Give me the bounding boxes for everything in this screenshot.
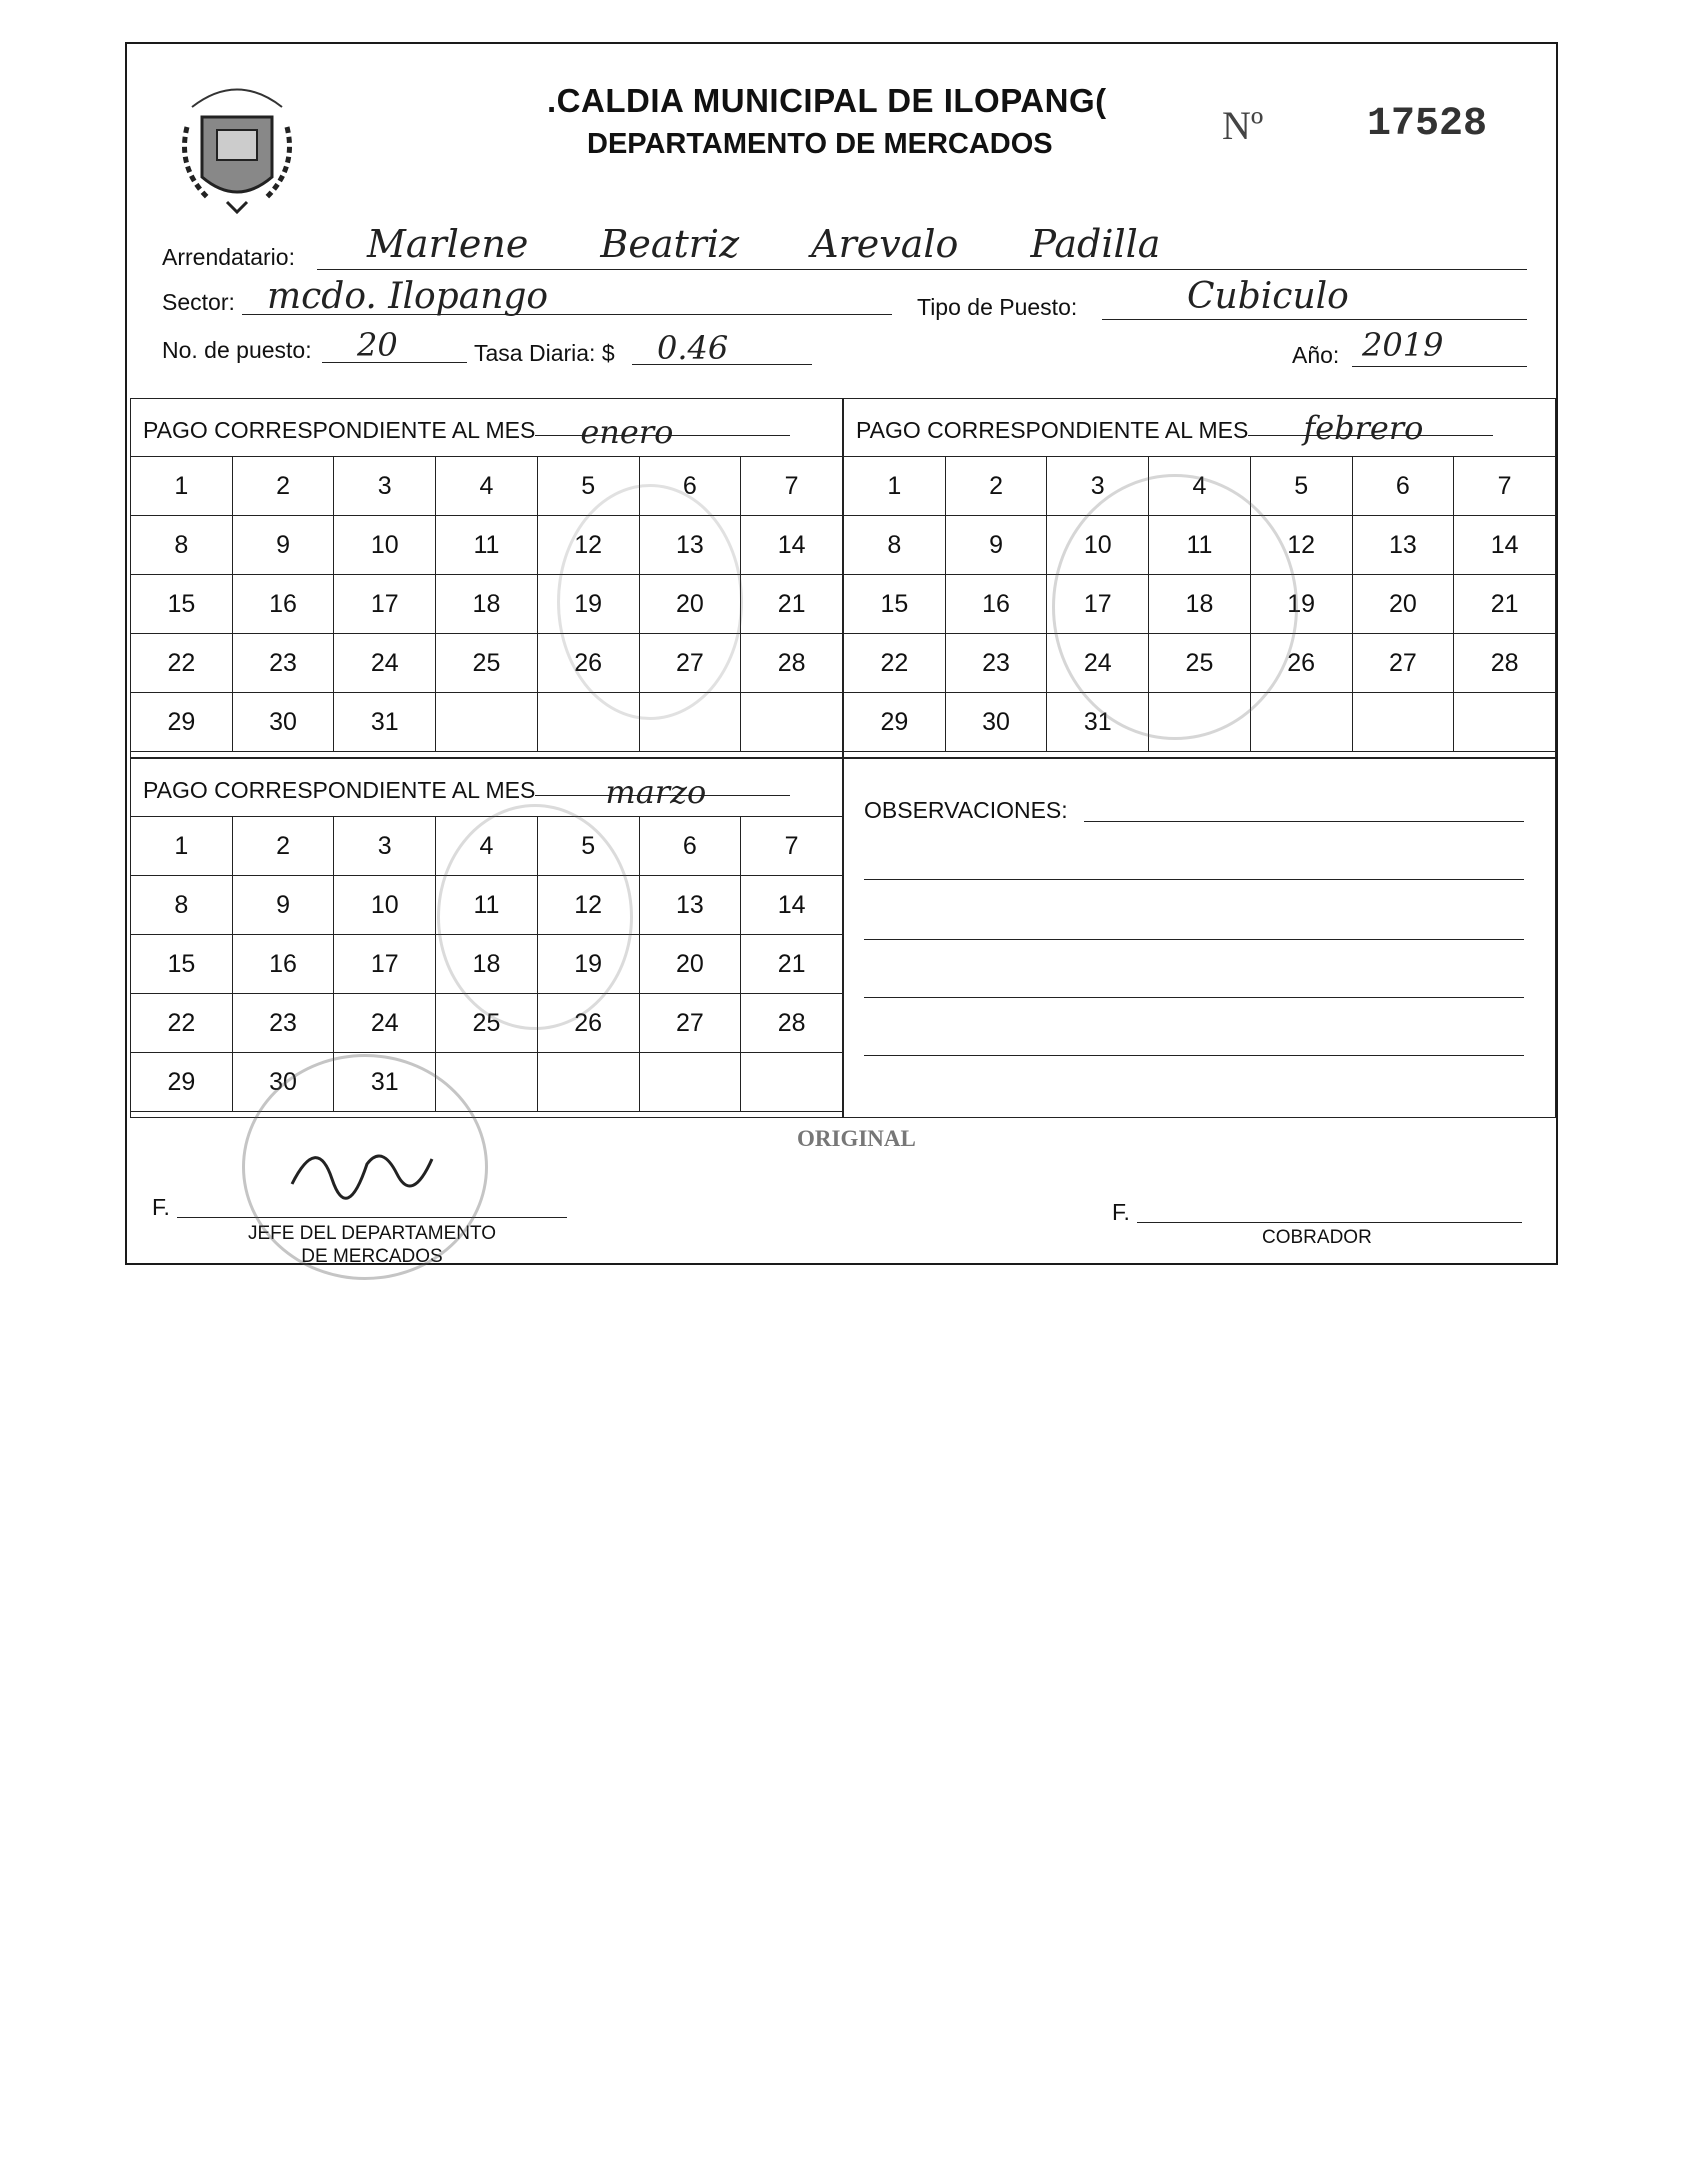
day-cell: 1 <box>131 817 233 876</box>
day-cell: 11 <box>436 516 538 575</box>
day-cell <box>537 1053 639 1112</box>
municipality-title: .CALDIA MUNICIPAL DE ILOPANG( <box>547 82 1107 119</box>
day-cell <box>1454 693 1556 752</box>
day-cell: 29 <box>844 693 946 752</box>
signature-right-line <box>1137 1222 1522 1223</box>
day-cell: 22 <box>844 634 946 693</box>
day-cell: 23 <box>945 634 1047 693</box>
day-cell: 13 <box>1352 516 1454 575</box>
day-cell: 26 <box>1250 634 1352 693</box>
observaciones-line <box>864 1055 1524 1056</box>
anio-line <box>1352 366 1527 367</box>
day-cell: 27 <box>639 634 741 693</box>
signature-right-f: F. <box>1112 1199 1130 1225</box>
day-cell: 27 <box>639 994 741 1053</box>
day-cell: 4 <box>436 817 538 876</box>
observaciones-line <box>864 939 1524 940</box>
day-cell: 3 <box>1047 457 1149 516</box>
day-cell: 21 <box>741 575 843 634</box>
day-cell: 14 <box>741 516 843 575</box>
day-cell: 31 <box>334 1053 436 1112</box>
day-cell: 18 <box>1149 575 1251 634</box>
day-cell: 9 <box>945 516 1047 575</box>
puesto-value: 20 <box>357 326 398 364</box>
day-cell: 8 <box>131 876 233 935</box>
day-cell: 24 <box>334 634 436 693</box>
day-cell: 30 <box>232 1053 334 1112</box>
day-cell: 26 <box>537 634 639 693</box>
day-cell: 8 <box>131 516 233 575</box>
month-panel-header <box>856 409 1493 447</box>
day-cell: 17 <box>1047 575 1149 634</box>
day-cell: 20 <box>1352 575 1454 634</box>
day-cell <box>741 693 843 752</box>
day-cell <box>639 1053 741 1112</box>
tasa-label: Tasa Diaria: $ <box>474 340 615 366</box>
anio-value: 2019 <box>1362 326 1444 364</box>
jefe-line1: JEFE DEL DEPARTAMENTO <box>247 1223 497 1244</box>
day-cell: 19 <box>537 935 639 994</box>
day-cell: 5 <box>537 817 639 876</box>
observaciones-line <box>864 997 1524 998</box>
arrendatario-value: Marlene Beatriz Arevalo Padilla <box>367 222 1161 266</box>
day-cell: 10 <box>334 876 436 935</box>
sector-value: mcdo. Ilopango <box>267 276 549 317</box>
day-cell: 2 <box>232 817 334 876</box>
day-cell <box>1352 693 1454 752</box>
day-cell: 21 <box>1454 575 1556 634</box>
month-header-label: PAGO CORRESPONDIENTE AL MES <box>143 417 536 443</box>
day-cell: 15 <box>131 935 233 994</box>
day-cell: 25 <box>436 994 538 1053</box>
arrendatario-label: Arrendatario: <box>162 244 295 270</box>
day-cell: 13 <box>639 516 741 575</box>
faded-seal-stamp <box>1052 474 1298 740</box>
day-cell: 5 <box>1250 457 1352 516</box>
department-title: DEPARTAMENTO DE MERCADOS <box>587 128 1053 160</box>
day-cell: 18 <box>436 575 538 634</box>
day-cell: 1 <box>131 457 233 516</box>
days-row <box>131 693 843 752</box>
day-cell: 9 <box>232 516 334 575</box>
day-cell: 16 <box>232 575 334 634</box>
day-cell: 12 <box>1250 516 1352 575</box>
receipt-number-label: Nº <box>1222 103 1264 148</box>
puesto-label: No. de puesto: <box>162 337 312 363</box>
day-cell: 23 <box>232 634 334 693</box>
day-cell: 7 <box>741 457 843 516</box>
day-cell: 11 <box>436 876 538 935</box>
day-cell: 13 <box>639 876 741 935</box>
day-cell: 15 <box>131 575 233 634</box>
day-cell: 4 <box>436 457 538 516</box>
day-cell: 28 <box>1454 634 1556 693</box>
day-cell: 5 <box>537 457 639 516</box>
tipo-puesto-line <box>1102 319 1527 320</box>
day-cell: 25 <box>1149 634 1251 693</box>
tipo-puesto-value: Cubiculo <box>1187 276 1349 317</box>
day-cell: 2 <box>945 457 1047 516</box>
day-cell: 22 <box>131 634 233 693</box>
signature-left-f: F. <box>152 1194 170 1220</box>
day-cell: 17 <box>334 935 436 994</box>
month-name: febrero <box>1303 409 1424 447</box>
observaciones-label: OBSERVACIONES: <box>864 797 1068 823</box>
day-cell: 26 <box>537 994 639 1053</box>
days-row <box>131 457 843 516</box>
day-cell: 12 <box>537 516 639 575</box>
observaciones-panel <box>843 758 1556 1118</box>
day-cell: 29 <box>131 1053 233 1112</box>
jefe-line2: DE MERCADOS <box>301 1246 443 1267</box>
day-cell: 10 <box>334 516 436 575</box>
days-row <box>131 1053 843 1112</box>
day-cell: 24 <box>1047 634 1149 693</box>
month-panel-header <box>143 413 790 451</box>
day-cell: 3 <box>334 817 436 876</box>
day-cell: 21 <box>741 935 843 994</box>
day-cell: 22 <box>131 994 233 1053</box>
cobrador-caption: COBRADOR <box>1262 1227 1372 1248</box>
observaciones-line <box>1084 821 1524 822</box>
day-cell: 3 <box>334 457 436 516</box>
day-cell: 19 <box>537 575 639 634</box>
day-cell: 31 <box>1047 693 1149 752</box>
day-cell: 28 <box>741 994 843 1053</box>
day-cell: 9 <box>232 876 334 935</box>
tasa-value: 0.46 <box>657 329 729 367</box>
month-name: enero <box>580 413 674 451</box>
day-cell: 7 <box>741 817 843 876</box>
day-cell: 31 <box>334 693 436 752</box>
day-cell: 12 <box>537 876 639 935</box>
day-cell: 6 <box>639 457 741 516</box>
day-cell: 14 <box>741 876 843 935</box>
month-header-label: PAGO CORRESPONDIENTE AL MES <box>143 777 536 803</box>
day-cell <box>741 1053 843 1112</box>
original-label: ORIGINAL <box>797 1126 916 1151</box>
day-cell: 18 <box>436 935 538 994</box>
day-cell: 2 <box>232 457 334 516</box>
tipo-puesto-label: Tipo de Puesto: <box>917 294 1078 320</box>
day-cell <box>436 693 538 752</box>
day-cell: 25 <box>436 634 538 693</box>
day-cell: 20 <box>639 575 741 634</box>
day-cell: 19 <box>1250 575 1352 634</box>
day-cell: 28 <box>741 634 843 693</box>
day-cell <box>1250 693 1352 752</box>
day-cell: 30 <box>945 693 1047 752</box>
anio-label: Año: <box>1292 342 1340 368</box>
day-cell: 27 <box>1352 634 1454 693</box>
handwritten-signature <box>287 1124 437 1204</box>
month-name: marzo <box>605 773 707 811</box>
day-cell: 1 <box>844 457 946 516</box>
day-cell: 20 <box>639 935 741 994</box>
day-cell: 7 <box>1454 457 1556 516</box>
faded-seal-stamp <box>557 484 743 720</box>
day-cell: 6 <box>1352 457 1454 516</box>
month-panel-header <box>143 773 790 811</box>
day-cell: 16 <box>232 935 334 994</box>
month-header-label: PAGO CORRESPONDIENTE AL MES <box>856 417 1249 443</box>
day-cell: 24 <box>334 994 436 1053</box>
observaciones-line <box>864 879 1524 880</box>
sector-label: Sector: <box>162 289 235 315</box>
day-cell: 6 <box>639 817 741 876</box>
day-cell: 17 <box>334 575 436 634</box>
day-cell: 10 <box>1047 516 1149 575</box>
day-cell: 14 <box>1454 516 1556 575</box>
receipt-number: 17528 <box>1367 102 1488 147</box>
day-cell: 30 <box>232 693 334 752</box>
day-cell: 4 <box>1149 457 1251 516</box>
receipt-form <box>125 42 1558 1265</box>
faded-seal-stamp <box>437 804 633 1030</box>
day-cell: 15 <box>844 575 946 634</box>
day-cell: 29 <box>131 693 233 752</box>
day-cell: 11 <box>1149 516 1251 575</box>
day-cell: 8 <box>844 516 946 575</box>
day-cell: 16 <box>945 575 1047 634</box>
municipal-coat-of-arms-logo <box>172 72 302 222</box>
day-cell: 23 <box>232 994 334 1053</box>
arrendatario-line <box>317 269 1527 270</box>
